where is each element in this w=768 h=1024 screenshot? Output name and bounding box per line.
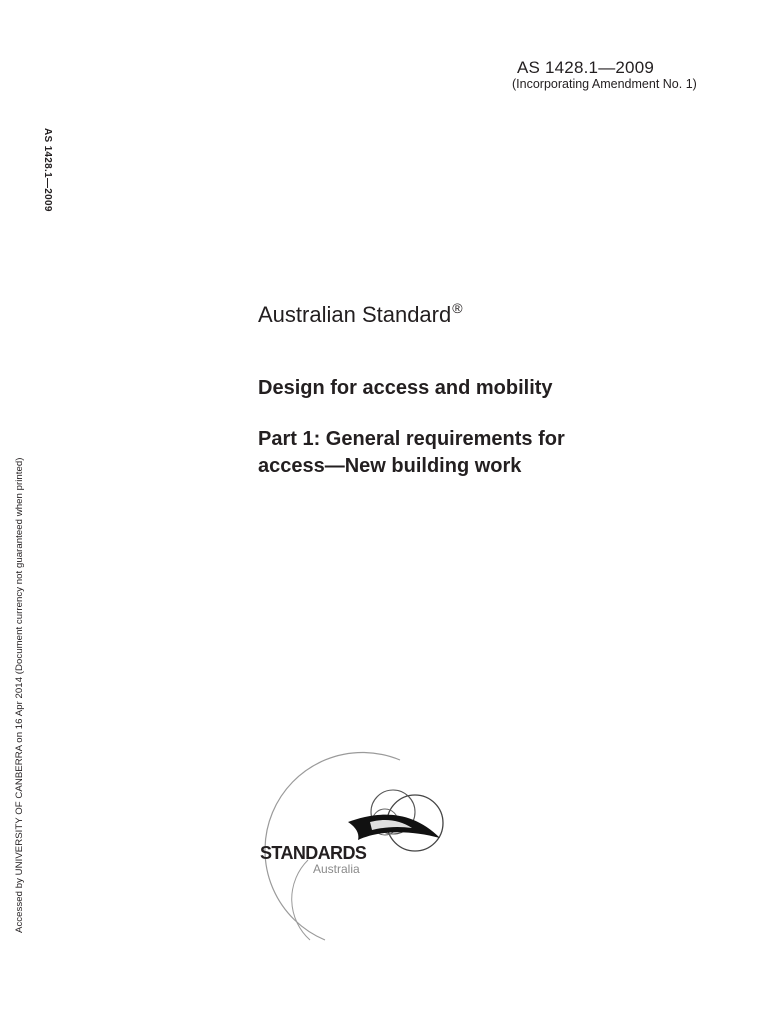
logo-small-arc (292, 860, 310, 940)
amendment-note: (Incorporating Amendment No. 1) (512, 77, 697, 91)
spine-document-number: AS 1428.1—2009 (42, 128, 53, 212)
series-name: Australian Standard (258, 302, 452, 327)
subtitle-line-2: access—New building work (258, 455, 522, 477)
document-number: AS 1428.1—2009 (517, 58, 655, 77)
logo-subtext: Australia (313, 862, 360, 876)
subtitle-line-1: Part 1: General requirements for (258, 428, 565, 450)
standard-title: Design for access and mobility (258, 377, 553, 399)
logo-wordmark: STANDARDS (260, 843, 367, 863)
registered-mark: ® (452, 300, 463, 316)
access-watermark: Accessed by UNIVERSITY OF CANBERRA on 16 Apr 2014 (Document currency not guaranteed when printed) (14, 457, 25, 933)
logo-swoosh (348, 815, 440, 840)
standard-subtitle (258, 426, 678, 480)
series-title (258, 300, 463, 328)
